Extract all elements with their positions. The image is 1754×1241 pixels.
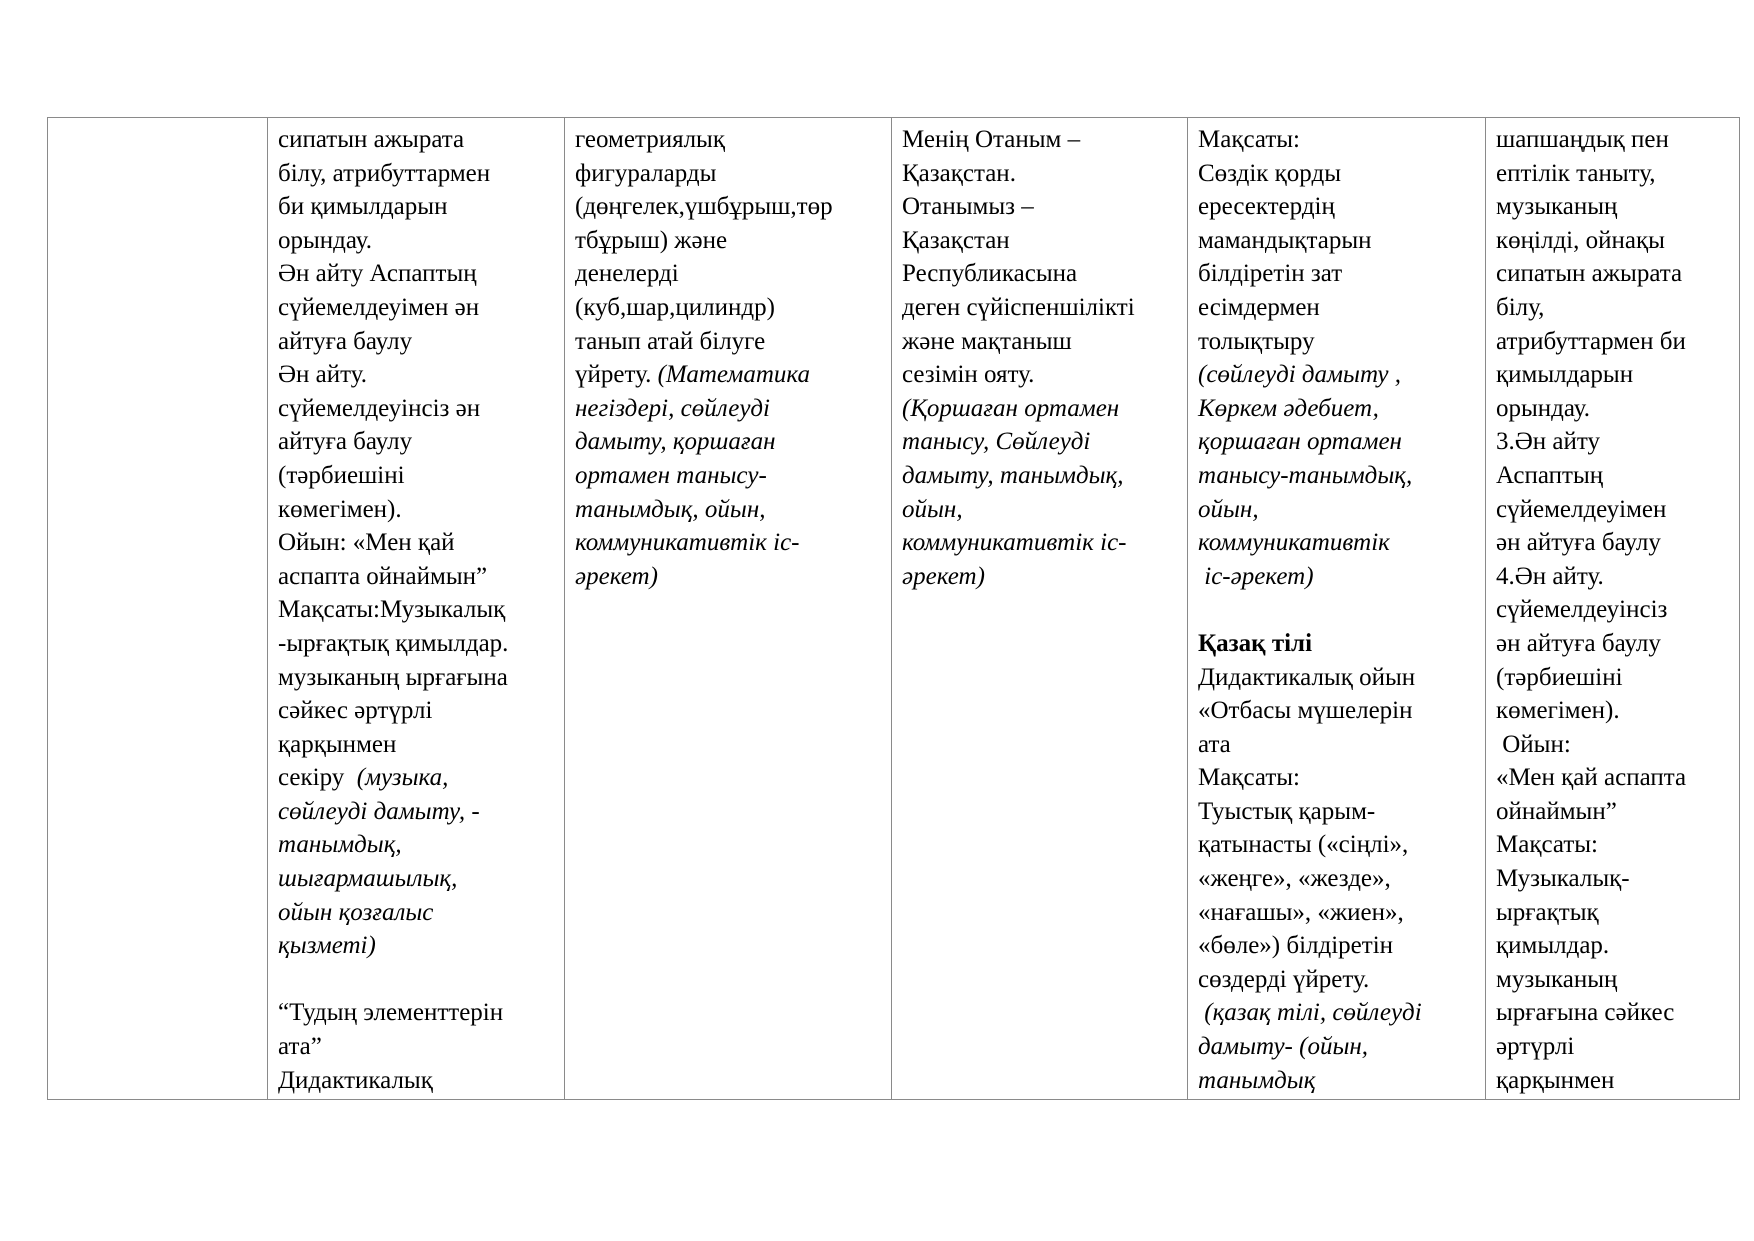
text-run: толықтыру [1198, 327, 1315, 355]
text-run: сүйемелдеуімен [1496, 495, 1667, 523]
cell-text-line [1198, 896, 1477, 930]
cell-text-line [1198, 493, 1477, 527]
cell-text-line [1496, 257, 1731, 291]
cell-text-line [1496, 190, 1731, 224]
cell-text-line [575, 190, 883, 224]
cell-text-line [902, 358, 1179, 392]
text-run: Ән айту Аспаптың [278, 260, 477, 288]
cell-text-line [278, 627, 556, 661]
cell-text-line [902, 493, 1179, 527]
cell-text-line [278, 190, 556, 224]
table-row [48, 118, 1740, 1100]
cell-text-line [1496, 493, 1731, 527]
cell-text-line [902, 425, 1179, 459]
cell-text-line [1496, 896, 1731, 930]
cell-text-line [1496, 224, 1731, 258]
text-run: (куб,шар,цилиндр) [575, 293, 775, 321]
text-run: білу, [1496, 293, 1545, 321]
text-run: Мақсаты: [1198, 126, 1300, 153]
cell-text-line [1198, 123, 1477, 157]
text-run: Мақсаты:Музыкалық [278, 596, 506, 624]
text-run: білу, атрибуттармен [278, 159, 491, 187]
text-run: Отанымыз – [902, 193, 1034, 221]
text-run: әртүрлі [1496, 1033, 1575, 1061]
cell-text-line [1198, 795, 1477, 829]
text-run: (дөңгелек,үшбұрыш,төр [575, 193, 833, 221]
cell-text-line [1198, 157, 1477, 191]
cell-text-line [902, 526, 1179, 560]
italic-text-run: шығармашылық, [278, 865, 458, 893]
italic-text-run: Көркем әдебиет, [1198, 394, 1379, 422]
cell-text-line [1496, 123, 1731, 157]
cell-text-line [1198, 526, 1477, 560]
table-cell-2 [268, 118, 565, 1100]
cell-text-line [902, 257, 1179, 291]
text-run: секіру [278, 764, 357, 792]
cell-text-line [575, 493, 883, 527]
cell-text-line [575, 257, 883, 291]
cell-text-line [278, 493, 556, 527]
text-run: музыканың ырғағына [278, 663, 508, 691]
cell-text-line [575, 526, 883, 560]
cell-text-line [1496, 1064, 1731, 1098]
italic-text-run: қоршаған ортамен [1198, 428, 1402, 456]
cell-text-line [1198, 1030, 1477, 1064]
text-run: ересектердің [1198, 193, 1335, 221]
cell-text-line [1198, 929, 1477, 963]
cell-text-line [278, 157, 556, 191]
cell-text-line [902, 459, 1179, 493]
text-run: есімдермен [1198, 293, 1320, 321]
cell-text-line [902, 157, 1179, 191]
cell-text-line [575, 560, 883, 594]
cell-text-line [1198, 358, 1477, 392]
cell-text-line [278, 291, 556, 325]
cell-text-line [278, 828, 556, 862]
cell-text-line [575, 459, 883, 493]
cell-text-line [1496, 425, 1731, 459]
text-run: сипатын ажырата [1496, 260, 1683, 288]
cell-text-line [278, 325, 556, 359]
italic-text-run: ойын қозғалыс [278, 898, 434, 926]
cell-text-line [575, 358, 883, 392]
text-run: атрибуттармен би [1496, 327, 1686, 355]
cell-text-line [1496, 694, 1731, 728]
cell-text-line [278, 728, 556, 762]
cell-text-line [902, 325, 1179, 359]
cell-text-line [1198, 996, 1477, 1030]
text-run: Мақсаты: [1496, 831, 1598, 859]
text-run: мамандықтарын [1198, 226, 1372, 254]
cell-text-line [902, 392, 1179, 426]
italic-text-run: танысу, Сөйлеуді [902, 428, 1091, 456]
cell-text-line [1496, 291, 1731, 325]
text-run: “Тудың элементтерін [278, 999, 504, 1027]
cell-text-line [278, 963, 556, 997]
table-cell-6 [1486, 118, 1740, 1100]
text-run: Дидактикалық [278, 1066, 433, 1094]
text-run: қатынасты («сіңлі», [1198, 831, 1409, 859]
italic-text-run: танымдық [1198, 1066, 1316, 1094]
cell-text-line [1198, 560, 1477, 594]
table-cell-4 [892, 118, 1188, 1100]
italic-text-run: ортамен танысу- [575, 461, 767, 489]
cell-text-line [1496, 963, 1731, 997]
cell-text-line [278, 996, 556, 1030]
cell-text-line [902, 560, 1179, 594]
cell-text-line [278, 560, 556, 594]
text-run: қимылдар. [1496, 932, 1610, 960]
cell-text-line [1496, 828, 1731, 862]
text-run: ырғақтық [1496, 898, 1599, 926]
text-run: Аспаптың [1496, 461, 1604, 489]
text-run: Ойын: [1496, 730, 1571, 758]
text-run: қарқынмен [278, 730, 397, 758]
cell-text-line [278, 123, 556, 157]
italic-text-run: (музыка, [356, 764, 449, 792]
text-run: (тәрбиешіні [278, 461, 405, 489]
text-run: Қазақстан. [902, 159, 1016, 187]
table-cell-5 [1188, 118, 1486, 1100]
italic-text-run: танысу-танымдық, [1198, 461, 1413, 489]
bold-heading: Қазақ тілі [1198, 629, 1313, 657]
text-run: тбұрыш) және [575, 226, 728, 254]
text-run: Дидактикалық ойын [1198, 663, 1416, 691]
text-run: ойнаймын” [1496, 797, 1617, 825]
text-run: сәйкес әртүрлі [278, 697, 433, 725]
cell-text-line [278, 1030, 556, 1064]
text-run: аспапта ойнаймын” [278, 562, 488, 590]
cell-text-line [1496, 862, 1731, 896]
text-run: танып атай білуге [575, 327, 766, 355]
cell-text-line [1496, 560, 1731, 594]
italic-text-run: (сөйлеуді дамыту , [1198, 361, 1401, 389]
cell-text-line [278, 929, 556, 963]
cell-text-line [1496, 325, 1731, 359]
cell-text-line [1198, 190, 1477, 224]
cell-text-line [278, 526, 556, 560]
italic-text-run: танымдық, ойын, [575, 495, 766, 523]
text-run: қарқынмен [1496, 1066, 1615, 1094]
cell-text-line [575, 157, 883, 191]
text-run: айтуға баулу [278, 428, 413, 456]
text-run: сүйемелдеуінсіз ән [278, 394, 481, 422]
italic-text-run: сөйлеуді дамыту, - [278, 797, 480, 825]
text-run: және мақтаныш [902, 327, 1072, 355]
italic-text-run: коммуникативтік іс- [902, 529, 1127, 557]
cell-text-line [278, 795, 556, 829]
cell-text-line [1198, 661, 1477, 695]
text-run: білдіретін зат [1198, 260, 1343, 288]
cell-text-line [1198, 392, 1477, 426]
cell-text-line [1198, 224, 1477, 258]
cell-text-line [1496, 526, 1731, 560]
cell-text-line [1496, 392, 1731, 426]
italic-text-run: қызметі) [278, 932, 376, 960]
cell-text-line [1198, 257, 1477, 291]
cell-text-line [1496, 593, 1731, 627]
cell-text-line [1496, 627, 1731, 661]
italic-text-run: әрекет) [902, 562, 985, 590]
cell-text-line [1496, 728, 1731, 762]
cell-text-line [278, 862, 556, 896]
cell-text-line [575, 224, 883, 258]
cell-text-line [1496, 761, 1731, 795]
table-cell-1 [48, 118, 268, 1100]
lesson-plan-table [47, 117, 1740, 1100]
cell-text-line [575, 325, 883, 359]
text-run: геометриялық [575, 126, 725, 153]
text-run: ырғағына сәйкес [1496, 999, 1675, 1027]
text-run: сезімін ояту. [902, 361, 1035, 389]
text-run: «нағашы», «жиен», [1198, 898, 1404, 926]
text-run: музыканың [1496, 965, 1618, 993]
text-run: «Отбасы мүшелерін [1198, 697, 1413, 725]
text-run: 3.Ән айту [1496, 428, 1601, 456]
cell-text-line [1496, 996, 1731, 1030]
text-run: денелерді [575, 260, 679, 288]
text-run: Ән айту. [278, 361, 368, 389]
italic-text-run: коммуникативтік іс- [575, 529, 800, 557]
cell-text-line [1198, 459, 1477, 493]
italic-text-run: негіздері, сөйлеуді [575, 394, 770, 422]
text-run: қимылдарын [1496, 361, 1634, 389]
cell-text-line [575, 291, 883, 325]
italic-text-run: коммуникативтік [1198, 529, 1390, 557]
cell-text-line [278, 257, 556, 291]
text-run: орындау. [278, 226, 372, 254]
text-run: музыканың [1496, 193, 1618, 221]
italic-text-run: әрекет) [575, 562, 658, 590]
cell-text-line [1496, 358, 1731, 392]
cell-text-line [1496, 157, 1731, 191]
cell-text-line [1198, 627, 1477, 661]
text-run: би қимылдарын [278, 193, 448, 221]
cell-text-line [1198, 291, 1477, 325]
text-run: көңілді, ойнақы [1496, 226, 1665, 254]
text-run: «бөле») білдіретін [1198, 932, 1394, 960]
italic-text-run: іс-әрекет) [1198, 562, 1314, 590]
text-run: фигураларды [575, 159, 717, 187]
cell-text-line [278, 661, 556, 695]
text-run: көмегімен). [278, 495, 402, 523]
text-run: Мақсаты: [1198, 764, 1300, 792]
cell-text-line [1198, 593, 1477, 627]
italic-text-run: дамыту, танымдық, [902, 461, 1124, 489]
text-run: ата [1198, 730, 1231, 758]
text-run: -ырғақтық қимылдар. [278, 629, 509, 657]
cell-text-line [1198, 728, 1477, 762]
italic-text-run: (Математика [657, 361, 810, 389]
text-run: айтуға баулу [278, 327, 413, 355]
italic-text-run: ойын, [1198, 495, 1259, 523]
italic-text-run: дамыту- (ойын, [1198, 1033, 1369, 1061]
text-run: үйрету. [575, 361, 658, 389]
italic-text-run: танымдық, [278, 831, 402, 859]
text-run: Туыстық қарым- [1198, 797, 1376, 825]
text-run: орындау. [1496, 394, 1590, 422]
text-run: деген сүйіспеншілікті [902, 293, 1135, 321]
cell-text-line [278, 694, 556, 728]
text-run: «Мен қай аспапта [1496, 764, 1687, 792]
text-run: ән айтуға баулу [1496, 529, 1661, 557]
cell-text-line [902, 224, 1179, 258]
italic-text-run: (Қоршаған ортамен [902, 394, 1120, 422]
italic-text-run: ойын, [902, 495, 963, 523]
italic-text-run: дамыту, қоршаған [575, 428, 776, 456]
cell-text-line [278, 459, 556, 493]
cell-text-line [575, 392, 883, 426]
text-run: сүйемелдеуінсіз [1496, 596, 1668, 624]
text-run: ән айтуға баулу [1496, 629, 1661, 657]
cell-text-line [1198, 761, 1477, 795]
text-run: Сөздік қорды [1198, 159, 1341, 187]
cell-text-line [278, 425, 556, 459]
text-run: Республикасына [902, 260, 1078, 288]
italic-text-run: (қазақ тілі, сөйлеуді [1198, 999, 1422, 1027]
cell-text-line [278, 761, 556, 795]
cell-text-line [902, 291, 1179, 325]
text-run: Қазақстан [902, 226, 1010, 254]
cell-text-line [278, 896, 556, 930]
cell-text-line [1198, 1064, 1477, 1098]
cell-text-line [278, 593, 556, 627]
cell-text-line [278, 224, 556, 258]
cell-text-line [902, 123, 1179, 157]
cell-text-line [1496, 795, 1731, 829]
cell-text-line [278, 392, 556, 426]
text-run: шапшаңдық пен [1496, 126, 1669, 153]
cell-text-line [1496, 929, 1731, 963]
text-run: Музыкалық- [1496, 865, 1630, 893]
cell-text-line [575, 425, 883, 459]
text-run: сүйемелдеуімен ән [278, 293, 480, 321]
cell-text-line [1496, 661, 1731, 695]
text-run: сөздерді үйрету. [1198, 965, 1370, 993]
text-run: «жеңге», «жезде», [1198, 865, 1391, 893]
cell-text-line [1198, 963, 1477, 997]
text-run: көмегімен). [1496, 697, 1620, 725]
cell-text-line [278, 358, 556, 392]
text-run: (тәрбиешіні [1496, 663, 1623, 691]
text-run: сипатын ажырата [278, 126, 465, 153]
cell-text-line [902, 190, 1179, 224]
cell-text-line [1198, 425, 1477, 459]
cell-text-line [1198, 694, 1477, 728]
text-run: Ойын: «Мен қай [278, 529, 455, 557]
cell-text-line [1198, 325, 1477, 359]
cell-text-line [1496, 459, 1731, 493]
cell-text-line [278, 1064, 556, 1098]
cell-text-line [1198, 862, 1477, 896]
text-run: Менің Отаным – [902, 126, 1081, 153]
cell-text-line [1198, 828, 1477, 862]
cell-text-line [1496, 1030, 1731, 1064]
table-cell-3 [565, 118, 892, 1100]
text-run: ептілік таныту, [1496, 159, 1656, 187]
cell-text-line [575, 123, 883, 157]
text-run: 4.Ән айту. [1496, 562, 1604, 590]
text-run: ата” [278, 1033, 322, 1061]
